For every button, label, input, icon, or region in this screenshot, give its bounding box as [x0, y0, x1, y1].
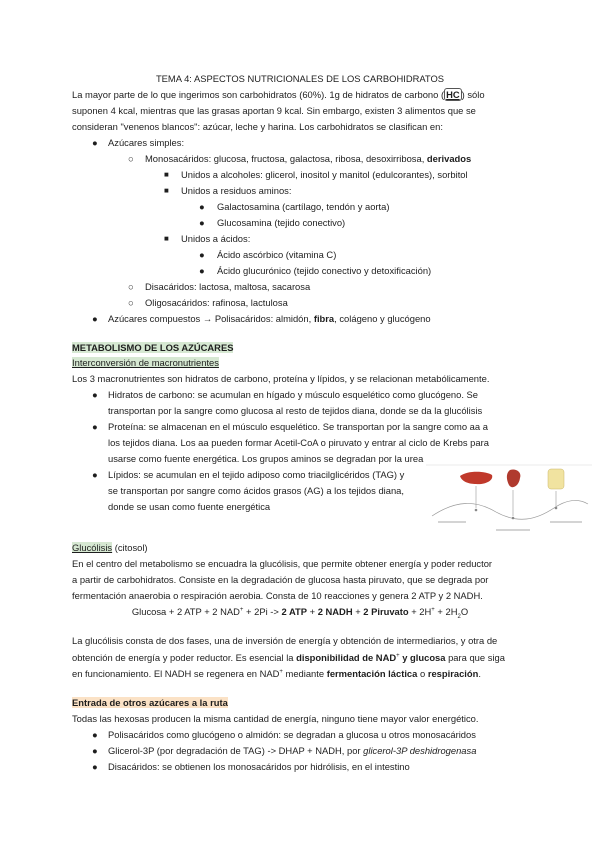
glycerol-entry: Glicerol-3P (por degradación de TAG) -> DHAP + NADH, por glicerol-3P deshidrogenasa — [108, 745, 477, 756]
glycolysis-p1-line-2: a partir de carbohidratos. Consiste en la degradación de glucosa hasta piruvato, que se degrada por — [72, 574, 489, 585]
metabolism-intro: Los 3 macronutrientes son hidratos de carbono, proteína y lípidos, y se relacionan metabólicamente. — [72, 373, 490, 384]
glycolysis-equation: Glucosa + 2 ATP + 2 NAD+ + 2Pi -> 2 ATP + 2 NADH + 2 Piruvato + $2H^+ + 2H_2O$ — [131, 606, 469, 620]
compound-sugars: Azúcares compuestos → Polisacáridos: almidón, fibra, colágeno y glucógeno — [108, 313, 431, 324]
liver-icon — [460, 472, 492, 484]
bullet-square: ■ — [164, 170, 169, 179]
lipid-line-3: donde se usan como fuente energética — [108, 501, 271, 512]
macronutrient-organs-figure — [426, 464, 592, 544]
node-dot — [512, 517, 515, 520]
bullet-disc: ● — [199, 201, 205, 212]
disaccharides-entry: Disacáridos: se obtienen los monosacáridos por hidrólisis, en el intestino — [108, 761, 410, 772]
intro-line-2: suponen 4 kcal, mientras que las grasas aportan 9 kcal. Sin embargo, existen 3 alimentos que se — [72, 105, 476, 116]
glucuronic-acid: Ácido glucurónico (tejido conectivo y detoxificación) — [217, 265, 432, 276]
glycolysis-p2-line-2: obtención de energía y poder reductor. Es esencial la disponibilidad de NAD+ y glucosa para que siga — [72, 652, 505, 664]
glycolysis-p2-line-3: en funcionamiento. El NADH se regenera en NAD+ mediante fermentación láctica o respiración. — [72, 668, 481, 680]
oligosaccharides: Oligosacáridos: rafinosa, lactulosa — [145, 297, 288, 308]
sugar-alcohols: Unidos a alcoholes: glicerol, inositol y manitol (edulcorantes), sorbitol — [181, 169, 468, 180]
hc-abbrev: HC — [446, 89, 460, 100]
bullet-disc: ● — [199, 249, 205, 260]
lipid-line-2: se transportan por sangre como ácidos grasos (AG) a los tejidos diana, — [108, 485, 404, 496]
glycolysis-p1-line-1: En el centro del metabolismo se encuadra la glucólisis, que permite obtener energía y poder reductor — [72, 558, 493, 569]
bullet-disc: ● — [92, 469, 98, 480]
bullet-circle: ○ — [128, 281, 134, 292]
amino-sugars: Unidos a residuos aminos: — [181, 185, 292, 196]
intro-line-1: La mayor parte de lo que ingerimos son carbohidratos (60%). 1g de hidratos de carbono ( HC ) sólo — [72, 89, 485, 100]
simple-sugars: Azúcares simples: — [108, 137, 185, 148]
node-dot — [555, 507, 558, 510]
other-sugars-intro: Todas las hexosas producen la misma cantidad de energía, ninguno tiene mayor valor energético. — [72, 713, 479, 724]
bullet-disc: ● — [92, 313, 98, 324]
node-dot — [475, 509, 478, 512]
glycolysis-p1-line-3: fermentación anaerobia o respiración aerobia. Consta de 10 reacciones y genera 2 ATP y 2 NADH. — [72, 590, 483, 601]
bullet-circle: ○ — [128, 153, 134, 164]
bullet-square: ■ — [164, 186, 169, 195]
metabolism-heading: METABOLISMO DE LOS AZÚCARES — [72, 342, 234, 353]
protein-line-2: los tejidos diana. Los aa pueden formar Acetil-CoA o piruvato y entrar al ciclo de Krebs para — [108, 437, 489, 448]
carbs-line-2: transportan por la sangre como glucosa al resto de tejidos diana, donde se da la glucólisis — [108, 405, 483, 416]
bullet-disc: ● — [92, 745, 98, 756]
bullet-disc: ● — [92, 729, 98, 740]
bullet-disc: ● — [199, 217, 205, 228]
bullet-square: ■ — [164, 234, 169, 243]
monosaccharides: Monosacáridos: glucosa, fructosa, galactosa, ribosa, desoxirribosa, derivados — [145, 153, 472, 164]
polysaccharides-entry: Polisacáridos como glucógeno o almidón: se degradan a glucosa u otros monosacáridos — [108, 729, 476, 740]
bullet-circle: ○ — [128, 297, 134, 308]
interconversion-subheading: Interconversión de macronutrientes — [72, 357, 219, 368]
intro-line-3: consideran "venenos blancos": azúcar, leche y harina. Los carbohidratos se clasifican en: — [72, 121, 443, 132]
glucosamine: Glucosamina (tejido conectivo) — [217, 217, 346, 228]
bullet-disc: ● — [92, 421, 98, 432]
acid-sugars: Unidos a ácidos: — [181, 233, 251, 244]
bullet-disc: ● — [92, 137, 98, 148]
lipid-line-1: Lípidos: se acumulan en el tejido adiposo como triacilglicéridos (TAG) y — [108, 469, 405, 480]
protein-line-1: Proteína: se almacenan en el músculo esquelético. Se transportan por la sangre como aa a — [108, 421, 488, 432]
adipose-icon — [548, 469, 564, 489]
other-sugars-heading: Entrada de otros azúcares a la ruta — [72, 697, 228, 708]
protein-line-3: usarse como fuente energética. Los grupos aminos se degradan por la urea — [108, 453, 424, 464]
bullet-disc: ● — [92, 389, 98, 400]
page-title: TEMA 4: ASPECTOS NUTRICIONALES DE LOS CARBOHIDRATOS — [155, 73, 445, 84]
bullet-disc: ● — [92, 761, 98, 772]
bullet-disc: ● — [199, 265, 205, 276]
glycolysis-heading: Glucólisis (citosol) — [72, 542, 148, 553]
ascorbic-acid: Ácido ascórbico (vitamina C) — [217, 249, 337, 260]
disaccharides: Disacáridos: lactosa, maltosa, sacarosa — [145, 281, 311, 292]
glycolysis-p2-line-1: La glucólisis consta de dos fases, una de inversión de energía y obtención de intermediarios, y otra de — [72, 635, 498, 646]
muscle-icon — [507, 469, 521, 487]
galactosamine: Galactosamina (cartílago, tendón y aorta) — [217, 201, 390, 212]
pathway-curve — [432, 501, 588, 520]
carbs-line-1: Hidratos de carbono: se acumulan en hígado y músculo esquelético como glucógeno. Se — [108, 389, 479, 400]
